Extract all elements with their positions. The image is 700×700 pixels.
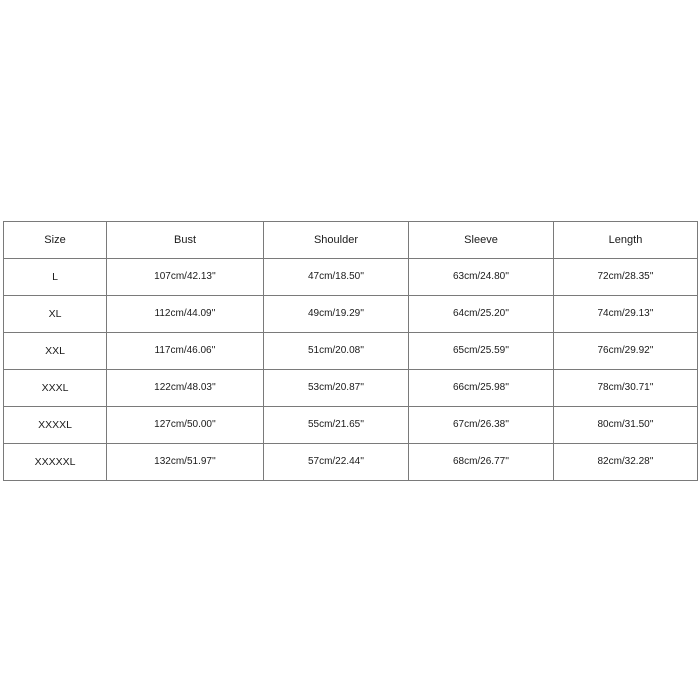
table-row [4, 259, 698, 296]
cell-length: 82cm/32.28'' [554, 444, 698, 481]
cell-size: L [4, 259, 107, 296]
cell-length: 72cm/28.35'' [554, 259, 698, 296]
header-sleeve: Sleeve [409, 222, 554, 259]
cell-size: XXL [4, 333, 107, 370]
cell-bust: 112cm/44.09'' [107, 296, 264, 333]
cell-bust: 117cm/46.06'' [107, 333, 264, 370]
cell-shoulder: 53cm/20.87'' [264, 370, 409, 407]
table-row [4, 296, 698, 333]
cell-sleeve: 68cm/26.77'' [409, 444, 554, 481]
cell-shoulder: 47cm/18.50'' [264, 259, 409, 296]
cell-sleeve: 63cm/24.80'' [409, 259, 554, 296]
cell-bust: 127cm/50.00'' [107, 407, 264, 444]
cell-length: 76cm/29.92'' [554, 333, 698, 370]
table-row [4, 407, 698, 444]
cell-size: XXXXXL [4, 444, 107, 481]
cell-shoulder: 51cm/20.08'' [264, 333, 409, 370]
cell-length: 80cm/31.50'' [554, 407, 698, 444]
cell-length: 74cm/29.13'' [554, 296, 698, 333]
header-shoulder: Shoulder [264, 222, 409, 259]
cell-bust: 132cm/51.97'' [107, 444, 264, 481]
cell-shoulder: 57cm/22.44'' [264, 444, 409, 481]
cell-sleeve: 67cm/26.38'' [409, 407, 554, 444]
cell-sleeve: 65cm/25.59'' [409, 333, 554, 370]
cell-size: XXXL [4, 370, 107, 407]
header-bust: Bust [107, 222, 264, 259]
cell-bust: 122cm/48.03'' [107, 370, 264, 407]
size-chart-table [3, 221, 698, 481]
cell-shoulder: 55cm/21.65'' [264, 407, 409, 444]
cell-shoulder: 49cm/19.29'' [264, 296, 409, 333]
table-row [4, 370, 698, 407]
table-header-row [4, 222, 698, 259]
header-size: Size [4, 222, 107, 259]
cell-length: 78cm/30.71'' [554, 370, 698, 407]
header-length: Length [554, 222, 698, 259]
table-row [4, 444, 698, 481]
table-row [4, 333, 698, 370]
cell-size: XL [4, 296, 107, 333]
cell-size: XXXXL [4, 407, 107, 444]
cell-bust: 107cm/42.13'' [107, 259, 264, 296]
cell-sleeve: 66cm/25.98'' [409, 370, 554, 407]
cell-sleeve: 64cm/25.20'' [409, 296, 554, 333]
